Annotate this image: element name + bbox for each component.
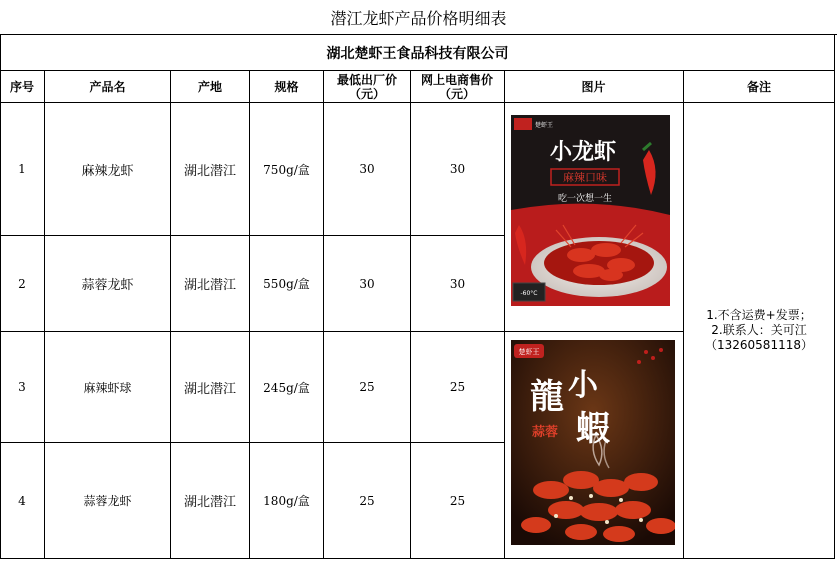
row2-index: 2: [18, 276, 26, 291]
row1-online-price: 30: [449, 162, 466, 176]
row2-origin: 湖北潜江: [183, 278, 236, 293]
row4-index: 4: [18, 493, 26, 508]
remark-cell: [684, 103, 834, 558]
row1-index: 1: [18, 162, 26, 176]
row1-origin: 湖北潜江: [183, 163, 236, 179]
header-min-price: 最低出厂价（元）: [336, 72, 397, 101]
img1-badge: -60°C: [520, 290, 538, 297]
row2-online-price: 30: [449, 276, 466, 291]
row3-name: 麻辣虾球: [83, 380, 132, 395]
row4-min-price: 25: [359, 493, 375, 508]
row1-min-price: 30: [359, 162, 375, 176]
header-product-name: 产品名: [89, 79, 126, 94]
remark-line-2: 2.联系人：关可江: [711, 323, 807, 337]
row2-name: 蒜蓉龙虾: [81, 278, 134, 293]
img2-title-b: 小: [568, 368, 598, 403]
header-spec: 规格: [274, 79, 299, 94]
row1-spec: 750g/盒: [263, 162, 310, 177]
row1-name: 麻辣龙虾: [81, 163, 134, 179]
header-remark: 备注: [746, 79, 771, 94]
row3-origin: 湖北潜江: [183, 381, 236, 397]
row2-min-price: 30: [359, 276, 375, 291]
img1-title: 小龙虾: [549, 139, 617, 165]
remark-line-3: （13260581118）: [705, 338, 813, 352]
row2-spec: 550g/盒: [263, 277, 310, 291]
img1-subtitle: 麻辣口味: [563, 171, 607, 184]
row4-origin: 湖北潜江: [183, 495, 236, 510]
row4-spec: 180g/盒: [263, 494, 310, 508]
img2-title-a: 龍: [530, 377, 564, 417]
row4-name: 蒜蓉龙虾: [83, 494, 132, 508]
row3-spec: 245g/盒: [263, 380, 310, 395]
row3-online-price: 25: [449, 380, 466, 394]
header-index: 序号: [9, 79, 34, 94]
img1-slogan: 吃一次想一生: [557, 194, 613, 204]
company-name: 湖北楚虾王食品科技有限公司: [326, 45, 509, 62]
header-image: 图片: [581, 79, 606, 94]
sheet-title: 潜江龙虾产品价格明细表: [330, 8, 507, 28]
img2-title-c: 蝦: [576, 409, 610, 449]
img2-subtitle: 蒜蓉: [531, 425, 559, 440]
header-origin: 产地: [197, 79, 222, 94]
row3-index: 3: [18, 380, 26, 394]
header-online-price: 网上电商售价（元）: [420, 72, 493, 101]
img1-brand: 楚虾王: [535, 122, 554, 129]
row4-online-price: 25: [449, 493, 466, 508]
row3-min-price: 25: [359, 380, 375, 394]
product-image-spicy: [511, 115, 670, 306]
remark-line-1: 1.不含运费+发票；: [706, 308, 812, 322]
img2-brand: 楚虾王: [518, 348, 540, 356]
product-image-garlic: [511, 340, 675, 545]
